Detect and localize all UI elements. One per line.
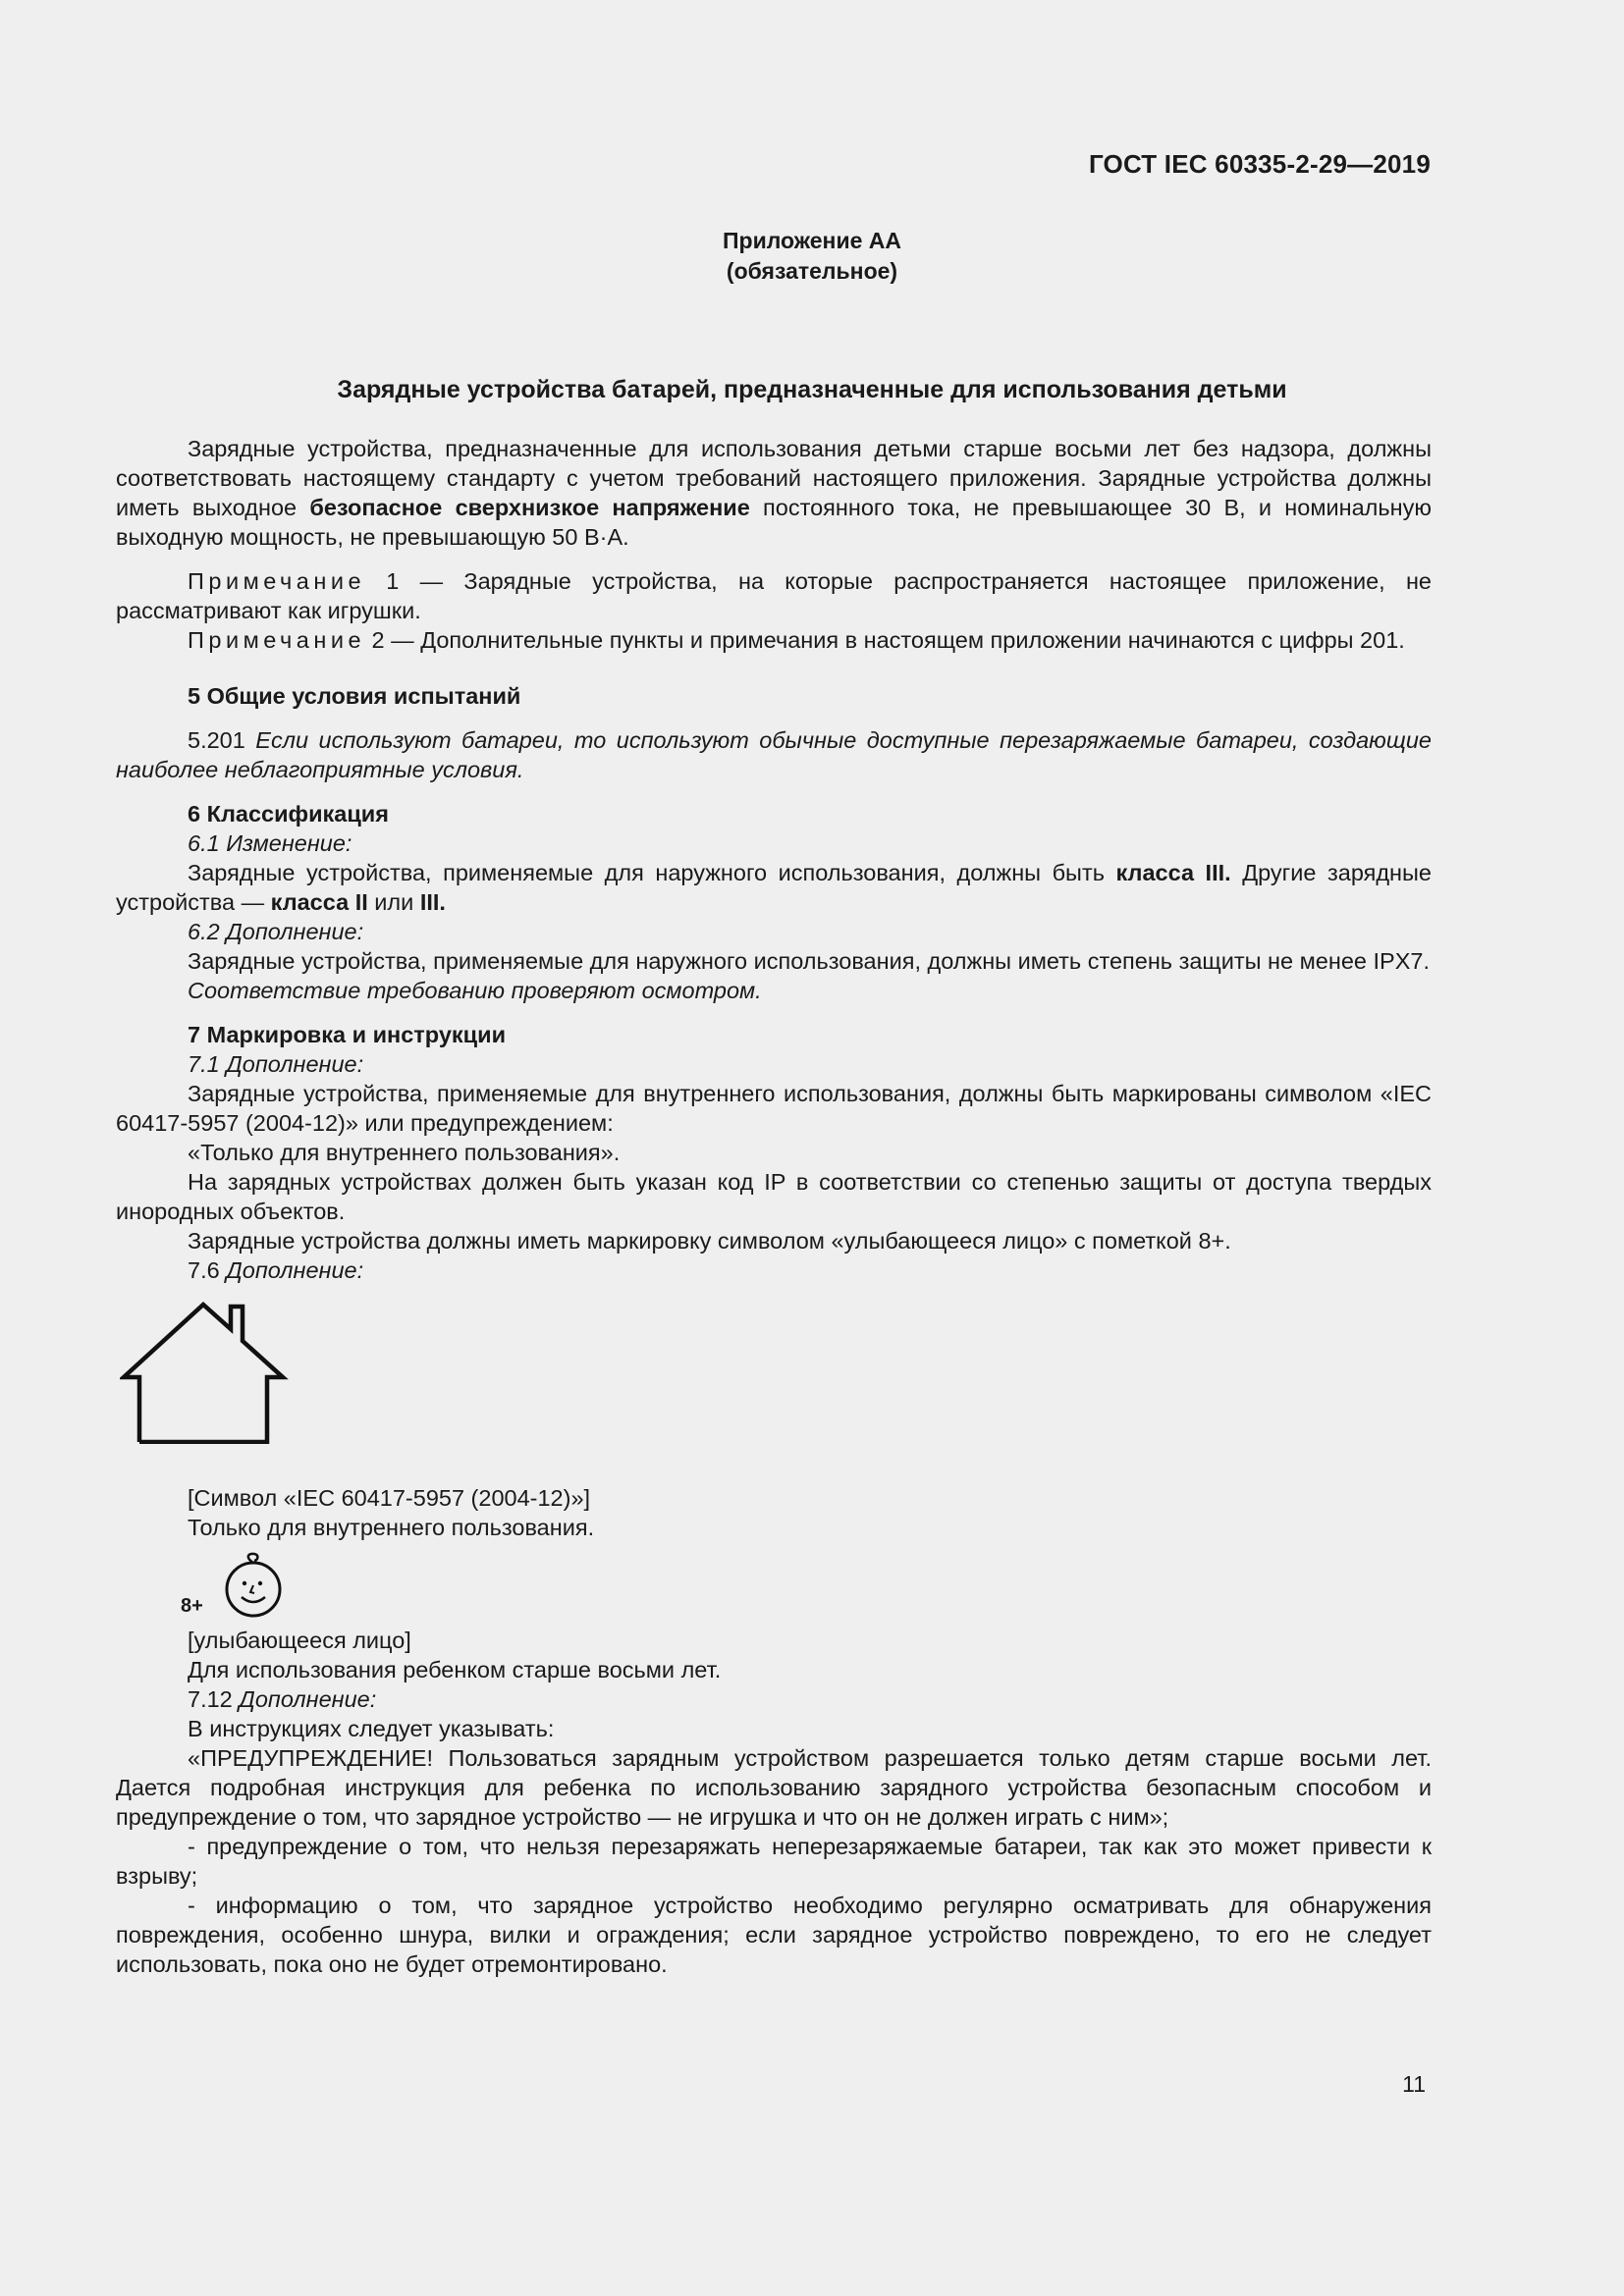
note-1: Примечание 1 — Зарядные устройства, на которые распространяется настоящее приложение, не рассматривают как игрушки. — [116, 568, 1432, 623]
smiley-symbol — [181, 1552, 1432, 1626]
clause-7-1-text: Зарядные устройства, применяемые для внутреннего использования, должны быть маркированы символом «IEC 60417-5957 (2004-12)» или предупреждением: — [116, 1081, 1432, 1136]
clause-7-1-ip-code: На зарядных устройствах должен быть указан код IP в соответствии со степенью защиты от доступа твердых инородных объектов. — [116, 1169, 1432, 1224]
symbol-meaning: Только для внутреннего пользования. — [188, 1515, 595, 1540]
clause-7-12-label: 7.12 Дополнение: — [188, 1686, 377, 1712]
appendix-heading — [0, 226, 1624, 287]
term-selv: безопасное сверхнизкое напряжение — [309, 495, 750, 520]
document-body — [116, 434, 1432, 1979]
clause-7-1-warning-text: «Только для внутреннего пользования». — [188, 1140, 621, 1165]
clause-6-1-label: 6.1 Изменение: — [188, 830, 352, 856]
clause-6-2-check: Соответствие требованию проверяют осмотром. — [188, 978, 762, 1003]
appendix-title: Приложение АА — [722, 228, 901, 253]
clause-6-2-text: Зарядные устройства, применяемые для наружного использования, должны иметь степень защиты не менее IPX7. — [188, 948, 1430, 974]
bullet-recharge: - предупреждение о том, что нельзя перезаряжать неперезаряжаемые батареи, так как это может привести к взрыву; — [116, 1834, 1432, 1889]
warning-text: «ПРЕДУПРЕЖДЕНИЕ! Пользоваться зарядным устройством разрешается только детям старше восьми лет. Дается подробная инструкция для ребенка по использованию зарядного устройства безопасным способом и предупреждение о том, что зарядное устройство — не игрушка и что он не должен играть с ним»; — [116, 1745, 1432, 1830]
clause-6-2-label: 6.2 Дополнение: — [188, 919, 364, 944]
document-code: ГОСТ IEC 60335-2-29—2019 — [1088, 149, 1431, 179]
heading-section-5: 5 Общие условия испытаний — [188, 683, 521, 709]
note-label: Примечание — [188, 568, 366, 594]
note-label: Примечание — [188, 627, 366, 653]
clause-7-1-smiley-marking: Зарядные устройства должны иметь маркировку символом «улыбающееся лицо» с пометкой 8+. — [188, 1228, 1231, 1254]
appendix-status: (обязательное) — [726, 258, 898, 284]
smiley-meaning: Для использования ребенком старше восьми лет. — [188, 1657, 722, 1682]
page-number: 11 — [1402, 2071, 1426, 2097]
clause-6-1-text: Зарядные устройства, применяемые для наружного использования, должны быть класса III. Другие зарядные устройства — класса II или III. — [116, 860, 1432, 915]
house-icon — [120, 1297, 297, 1444]
clause-7-1-label: 7.1 Дополнение: — [188, 1051, 364, 1077]
bullet-inspection: - информацию о том, что зарядное устройство необходимо регулярно осматривать для обнаружения повреждения, особенно шнура, вилки и ограждения; если зарядное устройство повреждено, то его не следует использовать, пока оно не будет отремонтировано. — [116, 1893, 1432, 1977]
note-2: Примечание 2 — Дополнительные пункты и примечания в настоящем приложении начинаются с цифры 201. — [188, 627, 1405, 653]
section-title: Зарядные устройства батарей, предназначенные для использования детьми — [337, 376, 1287, 403]
intro-paragraph: Зарядные устройства, предназначенные для использования детьми старше восьми лет без надзора, должны соответствовать настоящему стандарту с учетом требований настоящего приложения. Зарядные устройства должны иметь выходное безопасное сверхнизкое напряжение постоянного тока, не превышающее 30 В, и номинальную выходную мощность, не превышающую 50 В·А. — [116, 436, 1432, 550]
symbol-caption: [Символ «IEC 60417-5957 (2004-12)»] — [188, 1485, 591, 1511]
smiley-caption: [улыбающееся лицо] — [188, 1628, 411, 1653]
instructions-intro: В инструкциях следует указывать: — [188, 1716, 555, 1741]
age-label: 8+ — [181, 1595, 203, 1617]
indoor-use-symbol — [120, 1297, 1432, 1483]
heading-section-7: 7 Маркировка и инструкции — [188, 1022, 507, 1047]
smiley-face-icon — [224, 1552, 285, 1619]
heading-section-6: 6 Классификация — [188, 801, 389, 827]
clause-5-201: 5.201 Если используют батареи, то используют обычные доступные перезаряжаемые батареи, создающие наиболее неблагоприятные условия. — [116, 727, 1432, 782]
clause-7-6-label: 7.6 Дополнение: — [188, 1257, 364, 1283]
